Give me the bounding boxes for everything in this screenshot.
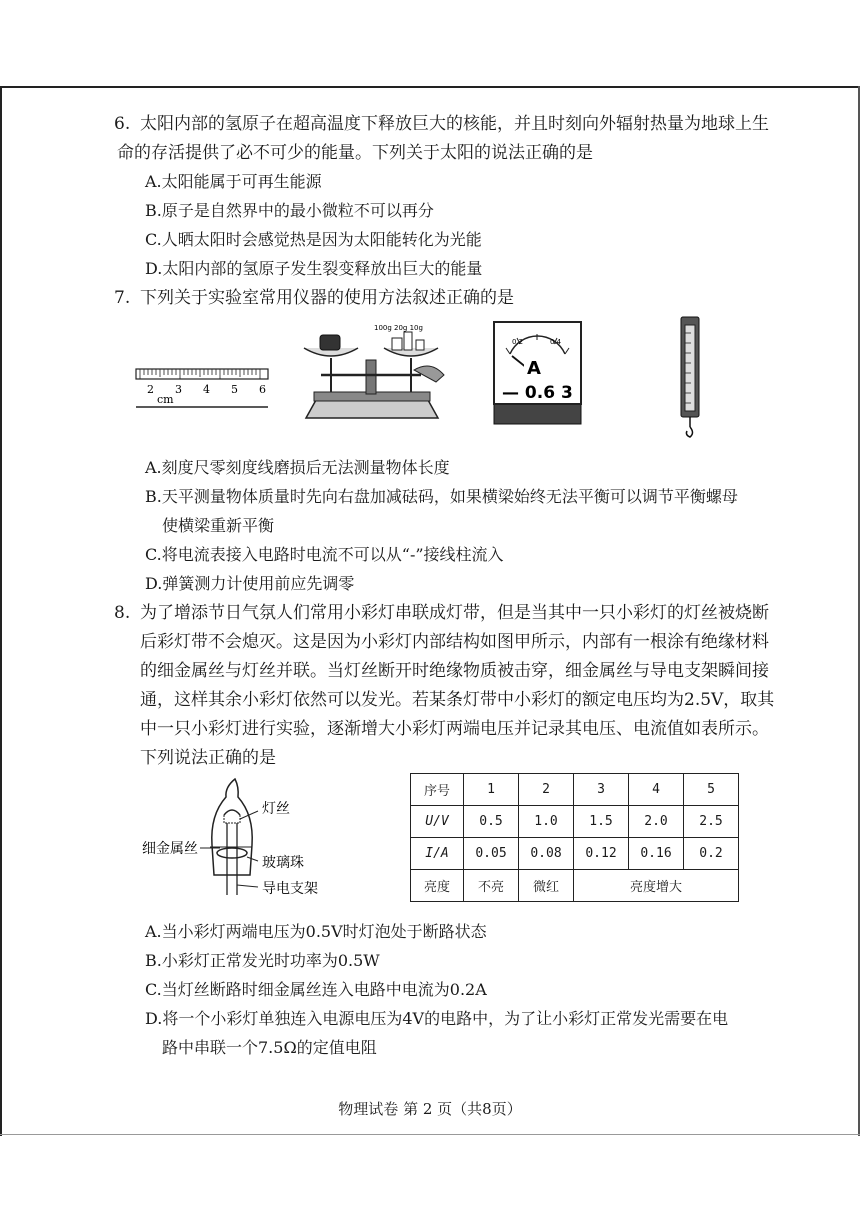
ruler-unit: cm bbox=[157, 393, 174, 406]
table-header-cell: 2 bbox=[519, 774, 574, 806]
table-row bbox=[411, 838, 739, 870]
table-cell: I/A bbox=[411, 838, 464, 870]
q8-stem-line3: 的细金属丝与灯丝并联。当灯丝断开时绝缘物质被击穿，细金属丝与导电支架瞬间接 bbox=[140, 661, 769, 681]
table-cell: 2.0 bbox=[629, 806, 684, 838]
table-cell: 0.16 bbox=[629, 838, 684, 870]
ruler-tick-6: 6 bbox=[259, 383, 266, 396]
ammeter-scale-low: 0.2 bbox=[512, 338, 524, 346]
bottom-border bbox=[0, 1134, 860, 1135]
ammeter-terminals: — 0.6 3 bbox=[502, 383, 573, 403]
q6-option-b: B.原子是自然界中的最小微粒不可以再分 bbox=[145, 201, 434, 220]
table-cell: 亮度 bbox=[411, 870, 464, 902]
q8-number: 8. bbox=[114, 603, 131, 623]
q7-option-b: B.天平测量物体质量时先向右盘加减砝码，如果横梁始终无法平衡可以调节平衡螺母 bbox=[145, 487, 738, 506]
ammeter-scale-high: 0.4 bbox=[550, 338, 562, 346]
q8-stem-line5: 中一只小彩灯进行实验，逐渐增大小彩灯两端电压并记录其电压、电流值如表所示。 bbox=[140, 719, 769, 739]
balance-weights-label: 100g 20g 10g bbox=[374, 324, 423, 332]
bulb-diagram bbox=[140, 775, 390, 905]
table-row bbox=[411, 774, 739, 806]
q7-option-d: D.弹簧测力计使用前应先调零 bbox=[145, 574, 355, 593]
table-cell: 0.12 bbox=[574, 838, 629, 870]
left-border bbox=[0, 86, 2, 1136]
q8-option-a: A.当小彩灯两端电压为0.5V时灯泡处于断路状态 bbox=[145, 922, 487, 941]
ruler-tick-3: 3 bbox=[175, 383, 182, 396]
q6-number: 6. bbox=[114, 114, 131, 134]
q8-option-b: B.小彩灯正常发光时功率为0.5W bbox=[145, 951, 380, 970]
q6-option-d: D.太阳内部的氢原子发生裂变释放出巨大的能量 bbox=[145, 259, 483, 278]
label-metal-wire: 细金属丝 bbox=[142, 841, 198, 857]
table-header-cell: 序号 bbox=[411, 774, 464, 806]
q6-option-a: A.太阳能属于可再生能源 bbox=[145, 172, 322, 191]
table-cell: 微红 bbox=[519, 870, 574, 902]
q7-stem: 下列关于实验室常用仪器的使用方法叙述正确的是 bbox=[140, 288, 514, 308]
page-footer: 物理试卷 第 2 页（共8页） bbox=[338, 1100, 522, 1118]
table-cell: 亮度增大 bbox=[574, 870, 739, 902]
spring-scale-figure bbox=[675, 315, 705, 439]
table-cell: 0.05 bbox=[464, 838, 519, 870]
ruler-tick-4: 4 bbox=[203, 383, 210, 396]
table-row bbox=[411, 806, 739, 838]
ruler-tick-2: 2 bbox=[147, 383, 154, 396]
q7-option-c: C.将电流表接入电路时电流不可以从“-”接线柱流入 bbox=[145, 545, 504, 564]
table-header-cell: 5 bbox=[684, 774, 739, 806]
table-cell: 0.5 bbox=[464, 806, 519, 838]
table-cell: 2.5 bbox=[684, 806, 739, 838]
q8-stem-line4: 通，这样其余小彩灯依然可以发光。若某条灯带中小彩灯的额定电压均为2.5V，取其 bbox=[140, 690, 775, 710]
q6-stem-line1: 太阳内部的氢原子在超高温度下释放巨大的核能，并且时刻向外辐射热量为地球上生 bbox=[140, 114, 769, 134]
q7-option-a: A.刻度尺零刻度线磨损后无法测量物体长度 bbox=[145, 458, 450, 477]
q8-stem-line1: 为了增添节日气氛人们常用小彩灯串联成灯带，但是当其中一只小彩灯的灯丝被烧断 bbox=[140, 603, 769, 623]
table-cell: 不亮 bbox=[464, 870, 519, 902]
ruler-figure bbox=[135, 365, 270, 410]
top-border bbox=[0, 86, 860, 88]
table-cell: 1.5 bbox=[574, 806, 629, 838]
balance-figure bbox=[296, 320, 448, 426]
table-row bbox=[411, 870, 739, 902]
label-support: 导电支架 bbox=[262, 881, 318, 897]
table-cell: 1.0 bbox=[519, 806, 574, 838]
ruler-tick-5: 5 bbox=[231, 383, 238, 396]
q7-option-b-cont: 使横梁重新平衡 bbox=[162, 516, 275, 535]
table-header-cell: 3 bbox=[574, 774, 629, 806]
ammeter-letter: A bbox=[527, 358, 541, 379]
q8-option-d: D.将一个小彩灯单独连入电源电压为4V的电路中，为了让小彩灯正常发光需要在电 bbox=[145, 1009, 729, 1028]
ammeter-figure bbox=[490, 320, 585, 428]
q8-option-c: C.当灯丝断路时细金属丝连入电路中电流为0.2A bbox=[145, 980, 487, 999]
table-header-cell: 4 bbox=[629, 774, 684, 806]
data-table bbox=[410, 773, 739, 902]
q8-stem-line6: 下列说法正确的是 bbox=[140, 748, 276, 768]
label-glass-bead: 玻璃珠 bbox=[262, 855, 304, 871]
label-filament: 灯丝 bbox=[262, 801, 290, 817]
q7-number: 7. bbox=[114, 288, 131, 308]
table-cell: 0.08 bbox=[519, 838, 574, 870]
q8-option-d-cont: 路中串联一个7.5Ω的定值电阻 bbox=[162, 1038, 377, 1057]
q6-option-c: C.人晒太阳时会感觉热是因为太阳能转化为光能 bbox=[145, 230, 482, 249]
table-cell: U/V bbox=[411, 806, 464, 838]
table-header-cell: 1 bbox=[464, 774, 519, 806]
table-cell: 0.2 bbox=[684, 838, 739, 870]
q8-stem-line2: 后彩灯带不会熄灭。这是因为小彩灯内部结构如图甲所示，内部有一根涂有绝缘材料 bbox=[140, 632, 769, 652]
q6-stem-line2: 命的存活提供了必不可少的能量。下列关于太阳的说法正确的是 bbox=[117, 143, 593, 163]
